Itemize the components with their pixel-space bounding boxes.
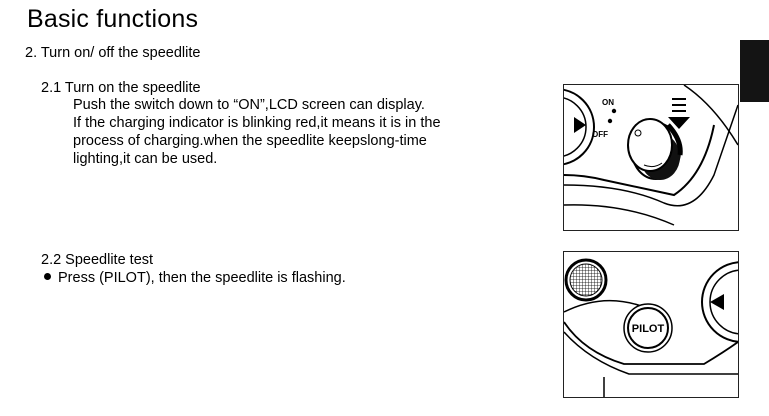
body-line: process of charging.when the speedlite keepslong-time <box>73 133 427 149</box>
body-line: lighting,it can be used. <box>73 151 218 167</box>
pilot-label: PILOT <box>631 323 665 335</box>
on-label: ON <box>602 98 614 107</box>
chapter-tab-marker <box>740 40 769 102</box>
pilot-illustration <box>563 251 739 398</box>
body-line: Push the switch down to “ON”,LCD screen can display. <box>73 97 425 113</box>
right-dial-icon <box>702 262 738 342</box>
subsection-heading-test: 2.2 Speedlite test <box>41 252 154 268</box>
bullet-text: Press (PILOT), then the speedlite is flashing. <box>58 270 346 286</box>
body-line: If the charging indicator is blinking red,it means it is in the <box>73 115 441 131</box>
left-dial-icon <box>564 89 594 165</box>
sensor-grid-icon <box>566 260 606 300</box>
pilot-button-icon <box>624 304 672 352</box>
subsection-body-turn-on <box>73 96 523 168</box>
section-heading: 2. Turn on/ off the speedlite <box>25 45 201 61</box>
page-title: Basic functions <box>27 5 199 33</box>
switch-illustration <box>563 84 739 231</box>
off-label: OFF <box>592 130 608 139</box>
subsection-heading-turn-on: 2.1 Turn on the speedlite <box>41 80 201 96</box>
bullet-item <box>44 270 346 286</box>
bullet-dot-icon <box>44 273 51 280</box>
